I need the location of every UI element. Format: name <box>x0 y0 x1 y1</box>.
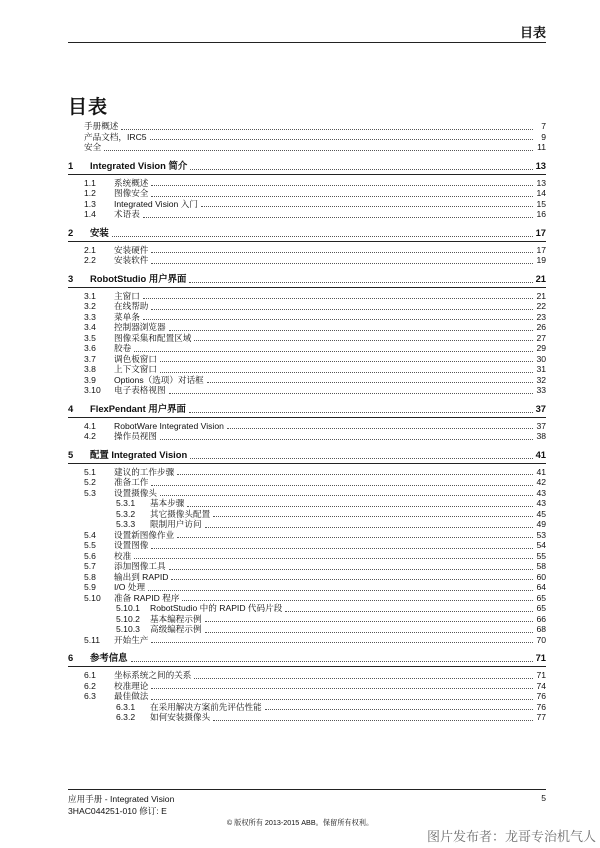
toc-leader-dots <box>205 527 533 528</box>
toc-entry-page: 64 <box>536 582 546 592</box>
toc-section-5-7[interactable] <box>68 561 546 572</box>
toc-entry-title: FlexPendant 用户界面 <box>90 402 186 414</box>
toc-leader-dots <box>151 196 533 197</box>
toc-entry-title: 建议的工作步骤 <box>114 466 175 477</box>
toc-entry-page: 42 <box>536 477 546 487</box>
toc-entry-number: 1 <box>68 159 74 171</box>
toc-leader-dots <box>148 590 533 591</box>
toc-entry-title: 校准 <box>114 550 132 561</box>
toc-entry-title: 输出到 RAPID <box>114 571 169 582</box>
toc-entry-title: 图像采集和配置区域 <box>114 332 192 343</box>
chapter-rule <box>68 417 546 418</box>
toc-entry-page: 70 <box>536 634 546 645</box>
toc-entry-title: 上下文窗口 <box>114 364 157 374</box>
toc-section-4-2[interactable] <box>68 431 546 442</box>
toc-section-5-4[interactable] <box>68 530 546 541</box>
toc-entry-page: 21 <box>535 272 546 284</box>
toc-entry-title: 主窗口 <box>114 290 140 301</box>
toc-entry-number: 1.1 <box>84 177 96 188</box>
toc-entry-number: 4 <box>68 402 74 414</box>
toc-entry-title: 术语表 <box>114 209 140 219</box>
toc-entry-title: Options（选项）对话框 <box>114 374 204 385</box>
toc-leader-dots <box>187 506 533 507</box>
toc-entry-title: 系统概述 <box>114 177 149 188</box>
toc-entry-number: 3.9 <box>84 374 96 385</box>
toc-section-1-1[interactable] <box>68 178 546 189</box>
toc-leader-dots <box>160 439 533 440</box>
toc-leader-dots <box>160 495 533 496</box>
toc-entry-number: 6.1 <box>84 670 96 680</box>
toc-entry-title: 胶卷 <box>114 343 132 353</box>
toc-leader-dots <box>201 206 533 207</box>
toc-leader-dots <box>143 217 533 218</box>
toc-entry-page: 23 <box>536 311 546 322</box>
toc-leader-dots <box>112 236 533 237</box>
toc-leader-dots <box>151 548 533 549</box>
toc-section-6-1[interactable] <box>68 670 546 681</box>
toc-front-entry[interactable] <box>68 142 546 153</box>
toc-section-4-1[interactable] <box>68 421 546 432</box>
toc-leader-dots <box>169 393 533 394</box>
toc-leader-dots <box>169 330 533 331</box>
toc-entry-number: 3.1 <box>84 290 96 301</box>
toc-entry-number: 2.1 <box>84 244 96 255</box>
toc-entry-number: 3 <box>68 272 74 284</box>
toc-leader-dots <box>151 688 533 689</box>
toc-leader-dots <box>177 537 533 538</box>
toc-entry-title: 限制用户访问 <box>150 519 202 529</box>
toc-leader-dots <box>189 412 533 413</box>
toc-leader-dots <box>189 282 532 283</box>
toc-entry-title: 安装 <box>90 226 109 238</box>
toc-entry-number: 5.3.1 <box>116 498 136 508</box>
toc-entry-title: 电子表格视图 <box>114 385 166 395</box>
toc-chapter-4[interactable] <box>68 402 546 415</box>
footer-doc-id: 3HAC044251-010 修订: E <box>68 806 167 816</box>
toc-section-3-4[interactable] <box>68 322 546 333</box>
toc-entry-page: 71 <box>536 670 546 680</box>
toc-entry-page: 17 <box>535 226 546 238</box>
toc-section-3-1[interactable] <box>68 291 546 302</box>
toc-section-5-6[interactable] <box>68 551 546 562</box>
toc-entry-number: 6.2 <box>84 680 96 691</box>
toc-entry-number: 3.2 <box>84 301 96 311</box>
toc-leader-dots <box>134 351 533 352</box>
toc-leader-dots <box>121 129 533 130</box>
toc-leader-dots <box>207 382 533 383</box>
toc-entry-page: 17 <box>536 244 546 255</box>
toc-entry-page: 21 <box>536 290 546 301</box>
toc-entry-title: 安装硬件 <box>114 244 149 255</box>
toc-entry-page: 30 <box>536 353 546 364</box>
toc-entry-number: 6.3.2 <box>116 712 136 722</box>
toc-entry-page: 68 <box>536 624 546 634</box>
toc-entry-number: 5.9 <box>84 582 96 592</box>
toc-entry-title: 配置 Integrated Vision <box>90 448 188 460</box>
toc-entry-title: 在线帮助 <box>114 301 149 311</box>
toc-entry-title: 手册概述 <box>84 121 119 131</box>
toc-leader-dots <box>151 263 533 264</box>
toc-leader-dots <box>104 150 533 151</box>
toc-leader-dots <box>151 699 533 700</box>
toc-chapter-2[interactable] <box>68 226 546 239</box>
toc-entry-title: RobotWare Integrated Vision <box>114 420 224 431</box>
toc-entry-page: 74 <box>536 680 546 691</box>
toc-section-3-7[interactable] <box>68 354 546 365</box>
toc-chapter-6[interactable] <box>68 651 546 664</box>
toc-entry-number: 5.10.1 <box>116 603 140 613</box>
toc-entry-title: RobotStudio 中的 RAPID 代码片段 <box>150 603 283 613</box>
toc-chapter-1[interactable] <box>68 159 546 172</box>
toc-chapter-5[interactable] <box>68 448 546 461</box>
toc-leader-dots <box>151 642 533 643</box>
toc-leader-dots <box>265 709 533 710</box>
toc-entry-title: 基本编程示例 <box>150 613 202 624</box>
toc-entry-number: 3.4 <box>84 322 96 332</box>
toc-entry-page: 31 <box>536 364 546 374</box>
toc-section-6-3-1[interactable] <box>68 702 546 713</box>
toc-entry-title: RobotStudio 用户界面 <box>90 272 187 284</box>
toc-entry-page: 14 <box>536 188 546 198</box>
toc-entry-page: 33 <box>536 385 546 395</box>
toc-entry-page: 15 <box>536 198 546 209</box>
toc-entry-title: Integrated Vision 简介 <box>90 159 188 171</box>
toc-leader-dots <box>194 678 533 679</box>
toc-entry-title: 设置新图像作业 <box>114 529 175 540</box>
toc-section-2-2[interactable] <box>68 255 546 266</box>
toc-entry-page: 53 <box>536 529 546 540</box>
toc-entry-title: 基本步骤 <box>150 498 185 508</box>
toc-entry-title: 准备 RAPID 程序 <box>114 592 180 603</box>
toc-entry-number: 5.10.2 <box>116 613 140 624</box>
toc-entry-page: 60 <box>536 571 546 582</box>
toc-entry-page: 27 <box>536 332 546 343</box>
copyright-notice: © 版权所有 2013-2015 ABB。保留所有权利。 <box>226 818 374 827</box>
toc-entry-title: 准备工作 <box>114 477 149 487</box>
toc-section-6-2[interactable] <box>68 681 546 692</box>
toc-entry-page: 19 <box>536 255 546 265</box>
toc-leader-dots <box>150 139 533 140</box>
toc-entry-number: 6.3.1 <box>116 701 136 712</box>
toc-entry-number: 3.6 <box>84 343 96 353</box>
toc-entry-title: 设置摄像头 <box>114 487 157 498</box>
toc-entry-number: 5.6 <box>84 550 96 561</box>
toc-entry-number: 5.5 <box>84 540 96 550</box>
toc-section-3-9[interactable] <box>68 375 546 386</box>
toc-entry-page: 29 <box>536 343 546 353</box>
toc-entry-title: 产品文档，IRC5 <box>84 131 147 142</box>
toc-leader-dots <box>285 611 533 612</box>
toc-leader-dots <box>151 485 533 486</box>
toc-section-3-3[interactable] <box>68 312 546 323</box>
toc-section-5-10-2[interactable] <box>68 614 546 625</box>
toc-leader-dots <box>194 340 533 341</box>
toc-front-entry[interactable] <box>68 121 546 132</box>
toc-chapter-3[interactable] <box>68 272 546 285</box>
toc-entry-page: 45 <box>536 508 546 519</box>
footer-page-number: 5 <box>541 793 546 803</box>
toc-entry-number: 2 <box>68 226 74 238</box>
toc-entry-page: 65 <box>536 603 546 613</box>
toc-entry-page: 66 <box>536 613 546 624</box>
toc-section-5-1[interactable] <box>68 467 546 478</box>
toc-entry-page: 41 <box>536 466 546 477</box>
toc-entry-number: 5.10 <box>84 592 101 603</box>
toc-entry-title: 高级编程示例 <box>150 624 202 634</box>
toc-leader-dots <box>160 372 533 373</box>
toc-entry-title: 控制器浏览器 <box>114 322 166 332</box>
toc-entry-number: 5.3.2 <box>116 508 136 519</box>
toc-entry-page: 55 <box>536 550 546 561</box>
toc-entry-title: I/O 处理 <box>114 582 146 592</box>
footer-manual-name: 应用手册 - Integrated Vision <box>68 794 175 804</box>
toc-entry-page: 9 <box>541 131 546 142</box>
toc-entry-number: 5.10.3 <box>116 624 140 634</box>
toc-entry-title: 操作员视图 <box>114 431 157 441</box>
toc-leader-dots <box>151 252 533 253</box>
toc-entry-page: 58 <box>536 561 546 571</box>
toc-front-entry[interactable] <box>68 132 546 143</box>
toc-entry-number: 4.2 <box>84 431 96 441</box>
toc-section-5-9[interactable] <box>68 582 546 593</box>
toc-entry-page: 65 <box>536 592 546 603</box>
toc-entry-number: 1.4 <box>84 209 96 219</box>
toc-entry-number: 5 <box>68 448 74 460</box>
toc-entry-title: 参考信息 <box>90 652 128 663</box>
toc-entry-page: 32 <box>536 374 546 385</box>
toc-entry-page: 77 <box>536 712 546 722</box>
toc-section-5-3-3[interactable] <box>68 519 546 530</box>
toc-section-5-10[interactable] <box>68 593 546 604</box>
chapter-rule <box>68 174 546 175</box>
header-rule <box>68 42 546 43</box>
toc-entry-page: 22 <box>536 301 546 311</box>
toc-entry-title: 其它摄像头配置 <box>150 508 211 519</box>
toc-entry-number: 6.3 <box>84 691 96 701</box>
toc-leader-dots <box>171 579 533 580</box>
toc-entry-page: 37 <box>536 420 546 431</box>
toc-entry-number: 2.2 <box>84 255 96 265</box>
toc-entry-page: 11 <box>537 142 546 152</box>
toc-section-5-3-2[interactable] <box>68 509 546 520</box>
toc-entry-number: 5.11 <box>84 634 101 645</box>
toc-leader-dots <box>151 309 533 310</box>
chapter-rule <box>68 287 546 288</box>
toc-leader-dots <box>151 185 533 186</box>
toc-section-3-10[interactable] <box>68 385 546 396</box>
toc-leader-dots <box>190 169 532 170</box>
toc-section-5-2[interactable] <box>68 477 546 488</box>
toc-entry-title: 在采用解决方案前先评估性能 <box>150 701 262 712</box>
toc-leader-dots <box>205 621 533 622</box>
toc-entry-number: 6 <box>68 652 74 663</box>
toc-entry-number: 5.8 <box>84 571 96 582</box>
toc-entry-title: 安装软件 <box>114 255 149 265</box>
toc-entry-number: 5.4 <box>84 529 96 540</box>
toc-entry-title: 开始生产 <box>114 634 149 645</box>
toc-section-5-5[interactable] <box>68 540 546 551</box>
toc-entry-page: 76 <box>536 691 546 701</box>
toc-leader-dots <box>227 428 533 429</box>
toc-entry-number: 1.3 <box>84 198 96 209</box>
toc-section-1-4[interactable] <box>68 209 546 220</box>
chapter-rule <box>68 463 546 464</box>
toc-leader-dots <box>205 632 533 633</box>
toc-section-3-8[interactable] <box>68 364 546 375</box>
toc-leader-dots <box>213 720 533 721</box>
toc-entry-page: 43 <box>536 487 546 498</box>
toc-section-5-10-1[interactable] <box>68 603 546 614</box>
toc-entry-page: 38 <box>536 431 546 441</box>
toc-section-5-10-3[interactable] <box>68 624 546 635</box>
toc-section-5-11[interactable] <box>68 635 546 646</box>
toc-entry-page: 37 <box>535 402 546 414</box>
toc-leader-dots <box>134 558 533 559</box>
toc-entry-title: 设置图像 <box>114 540 149 550</box>
toc-section-5-3-1[interactable] <box>68 498 546 509</box>
toc-entry-number: 3.8 <box>84 364 96 374</box>
header-title: 目表 <box>519 25 546 40</box>
toc-entry-number: 5.1 <box>84 466 96 477</box>
toc-entry-number: 4.1 <box>84 420 96 431</box>
toc-entry-number: 3.10 <box>84 385 101 395</box>
chapter-rule <box>68 241 546 242</box>
toc-leader-dots <box>177 474 533 475</box>
toc-entry-page: 16 <box>536 209 546 219</box>
chapter-rule <box>68 666 546 667</box>
toc-leader-dots <box>190 458 532 459</box>
toc-entry-page: 41 <box>535 448 546 460</box>
toc-section-2-1[interactable] <box>68 245 546 256</box>
toc-entry-number: 3.7 <box>84 353 96 364</box>
toc-entry-number: 3.5 <box>84 332 96 343</box>
toc-entry-page: 13 <box>536 177 546 188</box>
toc-entry-number: 5.2 <box>84 477 96 487</box>
toc-entry-title: 校准理论 <box>114 680 149 691</box>
toc-entry-title: 添加图像工具 <box>114 561 166 571</box>
toc-leader-dots <box>143 298 533 299</box>
toc-entry-title: 图像安全 <box>114 188 149 198</box>
toc-section-6-3-2[interactable] <box>68 712 546 723</box>
toc-entry-title: 安全 <box>84 142 102 152</box>
toc-entry-number: 5.3.3 <box>116 519 136 529</box>
toc-entry-number: 5.7 <box>84 561 96 571</box>
toc-entry-title: 最佳做法 <box>114 691 149 701</box>
toc-leader-dots <box>213 516 533 517</box>
toc-entry-page: 7 <box>541 121 546 131</box>
toc-entry-title: 调色板窗口 <box>114 353 157 364</box>
toc-entry-page: 49 <box>536 519 546 529</box>
toc-entry-number: 3.3 <box>84 311 96 322</box>
toc-entry-number: 1.2 <box>84 188 96 198</box>
table-of-contents <box>68 121 546 723</box>
toc-section-5-8[interactable] <box>68 572 546 583</box>
toc-entry-page: 76 <box>536 701 546 712</box>
toc-leader-dots <box>160 361 533 362</box>
toc-entry-page: 43 <box>536 498 546 508</box>
toc-entry-title: 坐标系统之间的关系 <box>114 670 192 680</box>
toc-entry-page: 13 <box>535 159 546 171</box>
toc-section-3-5[interactable] <box>68 333 546 344</box>
toc-leader-dots <box>169 569 533 570</box>
toc-section-1-3[interactable] <box>68 199 546 210</box>
toc-entry-number: 5.3 <box>84 487 96 498</box>
toc-section-6-3[interactable] <box>68 691 546 702</box>
toc-section-3-6[interactable] <box>68 343 546 354</box>
toc-section-3-2[interactable] <box>68 301 546 312</box>
watermark-text: 图片发布者：龙哥专治机气人 <box>426 830 596 845</box>
footer-rule <box>68 789 546 790</box>
toc-leader-dots <box>131 661 533 662</box>
toc-section-5-3[interactable] <box>68 488 546 499</box>
toc-entry-title: 菜单条 <box>114 311 140 322</box>
toc-entry-page: 71 <box>535 652 546 663</box>
toc-leader-dots <box>143 319 533 320</box>
toc-entry-title: 如何安装摄像头 <box>150 712 211 722</box>
page-title: 目表 <box>68 97 109 118</box>
toc-entry-page: 26 <box>536 322 546 332</box>
toc-entry-title: Integrated Vision 入门 <box>114 198 198 209</box>
toc-entry-page: 54 <box>536 540 546 550</box>
toc-section-1-2[interactable] <box>68 188 546 199</box>
toc-leader-dots <box>182 600 533 601</box>
